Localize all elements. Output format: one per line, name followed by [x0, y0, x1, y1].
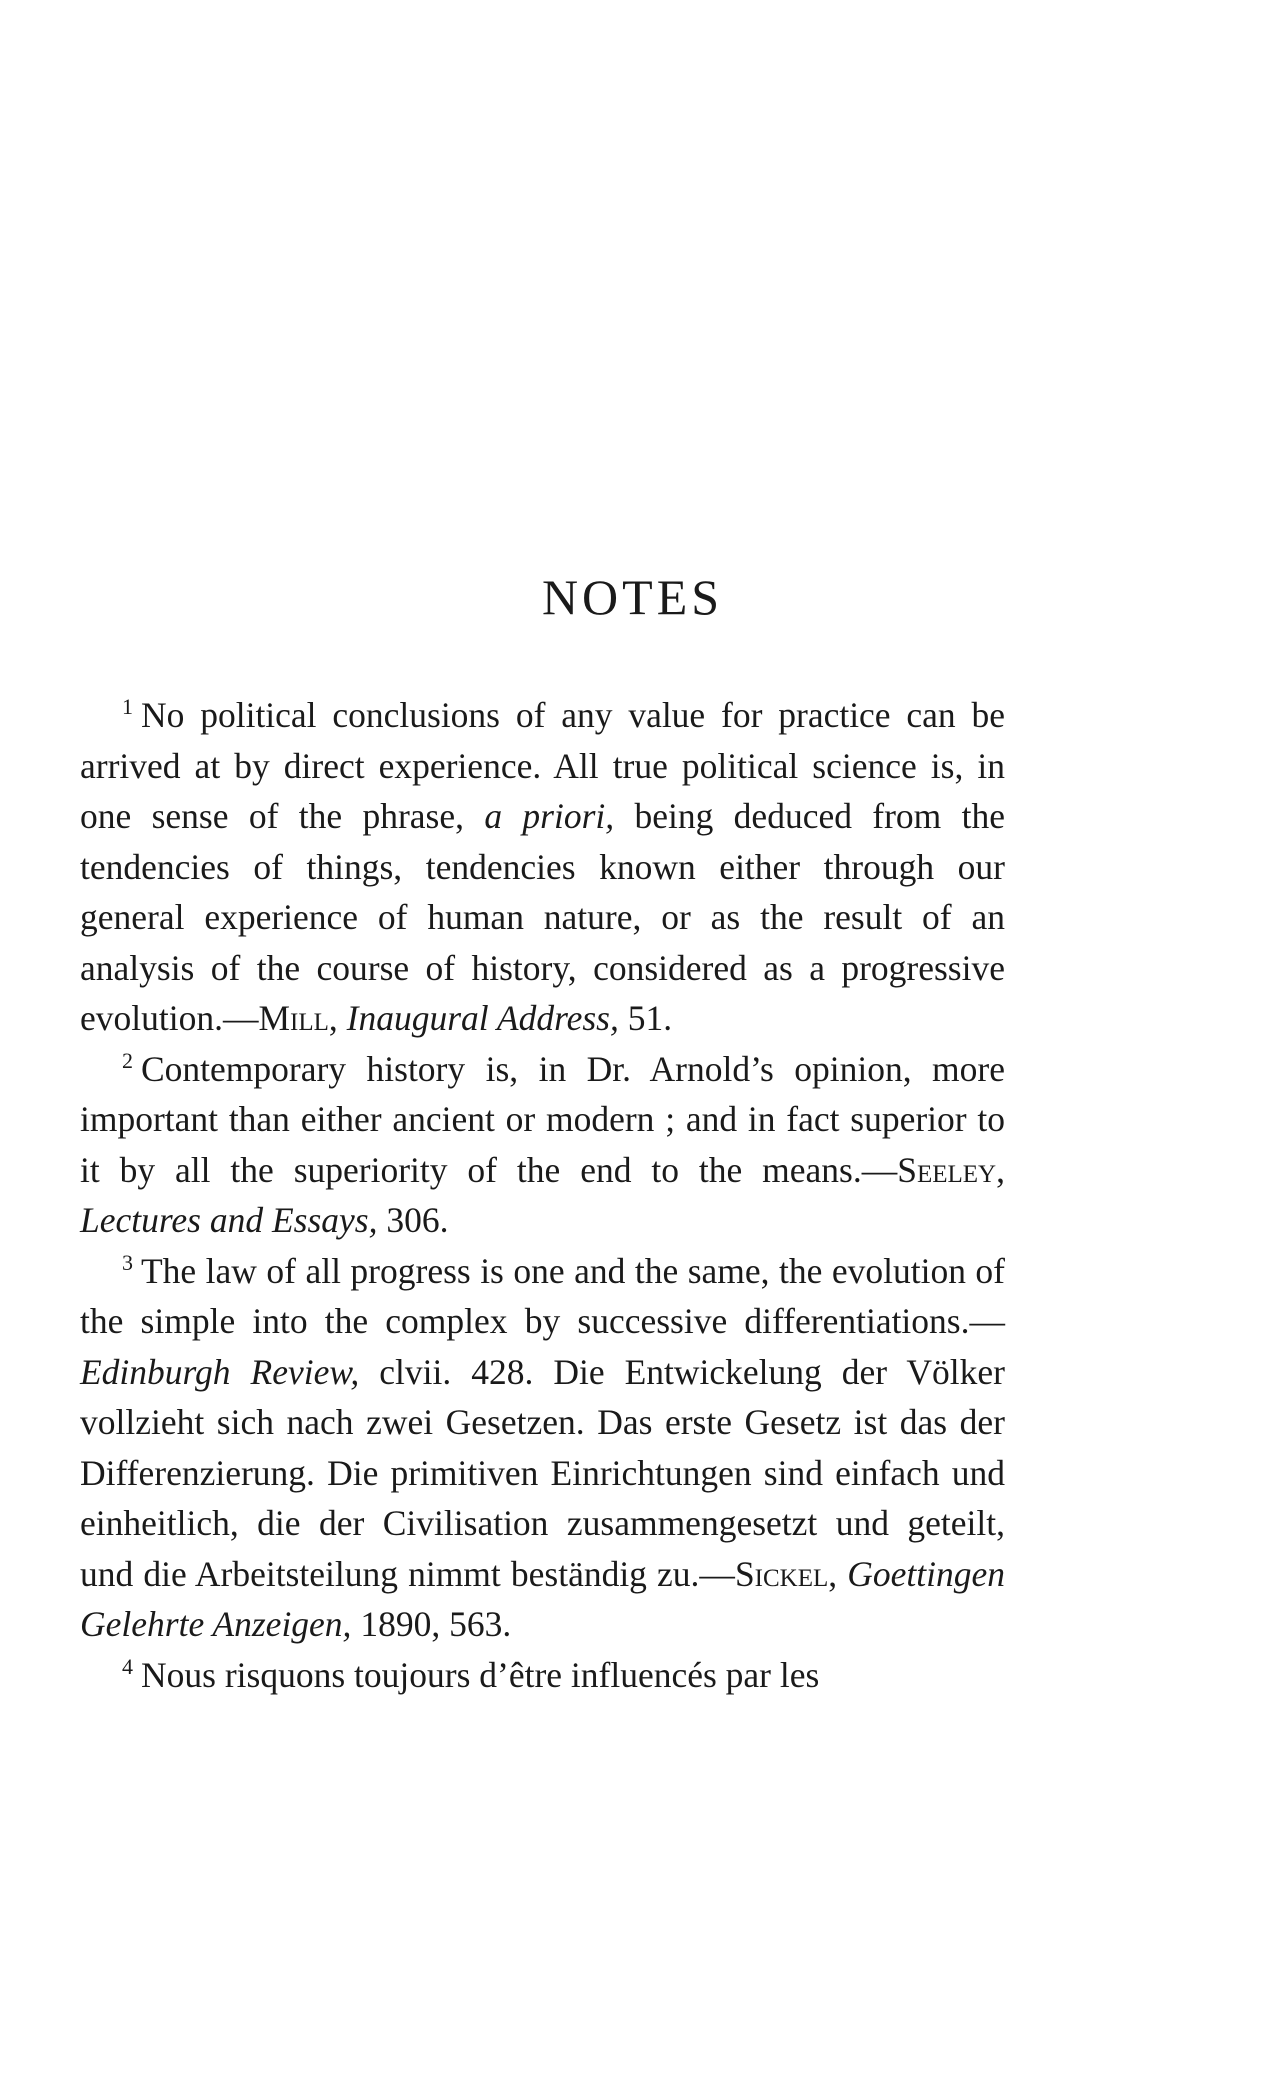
separator: ,: [328, 998, 347, 1038]
page-title: NOTES: [541, 569, 724, 625]
citation-ref: 306.: [377, 1200, 449, 1240]
cited-work: Inaugural Address,: [346, 998, 619, 1038]
cited-author: Mill: [258, 998, 329, 1038]
note-number: 2: [122, 1047, 133, 1073]
note-text: No political conclusions of any value for practice can be arrived at by direct experience. All true political science is, in one sense of the phrase,: [80, 695, 1005, 836]
note-1: [80, 690, 1005, 1044]
separator: ,: [996, 1149, 1005, 1190]
note-number: 1: [122, 694, 133, 719]
cited-author: Sickel: [734, 1553, 829, 1594]
citation-ref: 1890, 563.: [351, 1604, 512, 1644]
note-3: [80, 1246, 1005, 1650]
note-4: [80, 1650, 1005, 1701]
note-text: being deduced from the tendencies of things, tendencies known either through our general experience of human nature, or as the result of an analysis of the course of history, considered as a progressive evolution.—: [80, 796, 1006, 1038]
separator: ,: [828, 1553, 848, 1594]
note-text: The law of all progress is one and the same, the evolution of the simple into the complex by successive differentiations.—: [80, 1250, 1005, 1341]
cited-author: Seeley: [897, 1149, 997, 1190]
citation-ref: 51.: [618, 998, 673, 1038]
notes-body: [80, 690, 1005, 1700]
cited-work: Edinburgh Review,: [80, 1351, 360, 1392]
note-text: Nous risquons toujours d’être influencés par les: [141, 1654, 820, 1695]
citation-ref: clvii. 428.: [359, 1351, 534, 1392]
cited-work: Goettingen Gelehrte Anzeigen,: [80, 1553, 1006, 1644]
note-number: 3: [122, 1249, 133, 1275]
note-text: Die Entwickelung der Völker vollzieht sich nach zwei Gesetzen. Das erste Gesetz ist das der Differenzierung. Die primitiven Einrichtungen sind einfach und einheitlich, die der Civilisation zusammengesetzt und geteilt, und die Arbeitsteilung nimmt beständig zu.—: [80, 1351, 1005, 1594]
note-text: Contemporary history is, in Dr. Arnold’s opinion, more important than either ancient or modern ; and in fact superior to it by all the superiority of the end to the means.—: [80, 1048, 1005, 1190]
note-number: 4: [122, 1653, 133, 1679]
cited-work: Lectures and Essays,: [80, 1200, 378, 1240]
italic-phrase: a priori,: [484, 796, 615, 836]
note-2: [80, 1044, 1005, 1246]
